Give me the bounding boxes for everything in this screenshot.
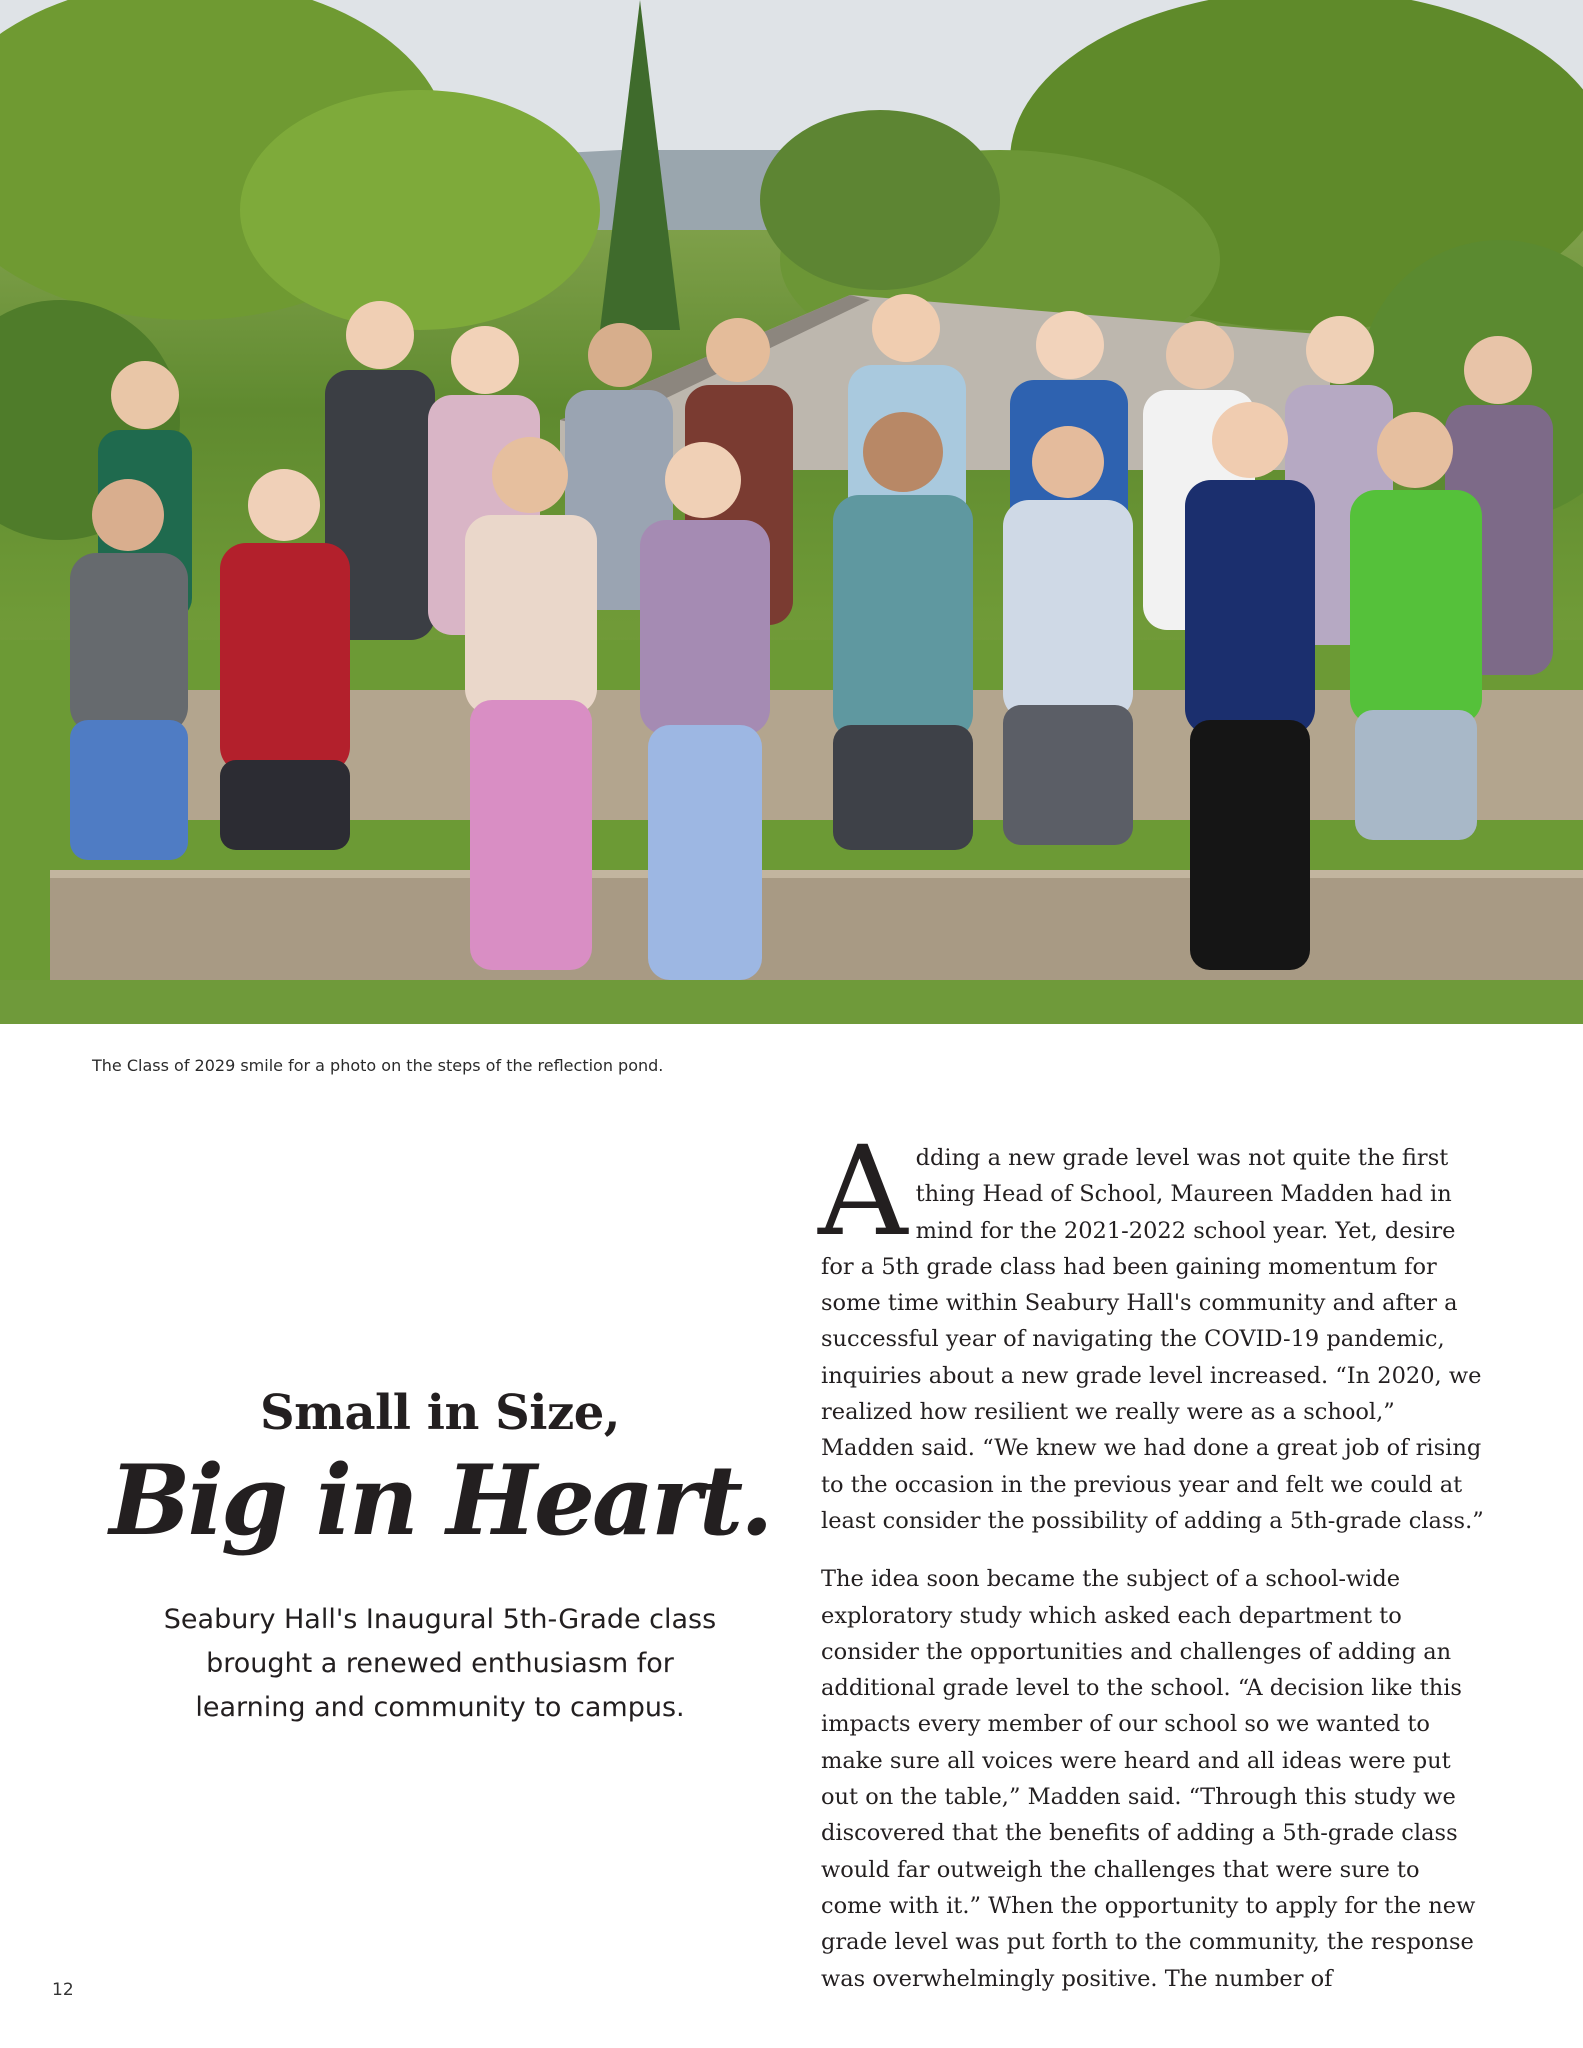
headline-kicker: Small in Size, — [260, 1385, 620, 1441]
body-paragraph-1-text: dding a new grade level was not quite the first thing Head of School, Maureen Madden had in mind for the 2021-2022 school year. Yet, desire for a 5th grade class had been gaining momentum for some time within Seabury Hall's community and after a successful year of navigating the COVID-19 pandemic, inquiries about a new grade level increased. “In 2020, we realized how resilient we really were as a school,” Madden said. “We knew we had done a great job of rising to the occasion in the previous year and felt we could at least consider the possibility of adding a 5th-grade class.” — [821, 1145, 1484, 1534]
photo-caption: The Class of 2029 smile for a photo on the steps of the reflection pond. — [92, 1056, 664, 1075]
article-dek: Seabury Hall's Inaugural 5th-Grade class brought a renewed enthusiasm for learning and community to campus. — [163, 1604, 717, 1723]
headline: Big in Heart. — [109, 1444, 771, 1557]
body-paragraph-2: The idea soon became the subject of a school-wide exploratory study which asked each department to consider the opportunities and challenges of adding an additional grade level to the school. “A decision like this impacts every member of our school so we wanted to make sure all voices were heard and all ideas were put out on the table,” Madden said. “Through this study we discovered that the benefits of adding a 5th-grade class would far outweigh the challenges that were sure to come with it.” When the opportunity to apply for the new grade level was put forth to the community, the response was overwhelmingly positive. The number of — [821, 1566, 1476, 1992]
body-paragraph-1 — [818, 1120, 1486, 1539]
page-number: 12 — [52, 1980, 74, 2000]
drop-cap: A — [818, 1120, 908, 1264]
article-body — [818, 1120, 1486, 2019]
